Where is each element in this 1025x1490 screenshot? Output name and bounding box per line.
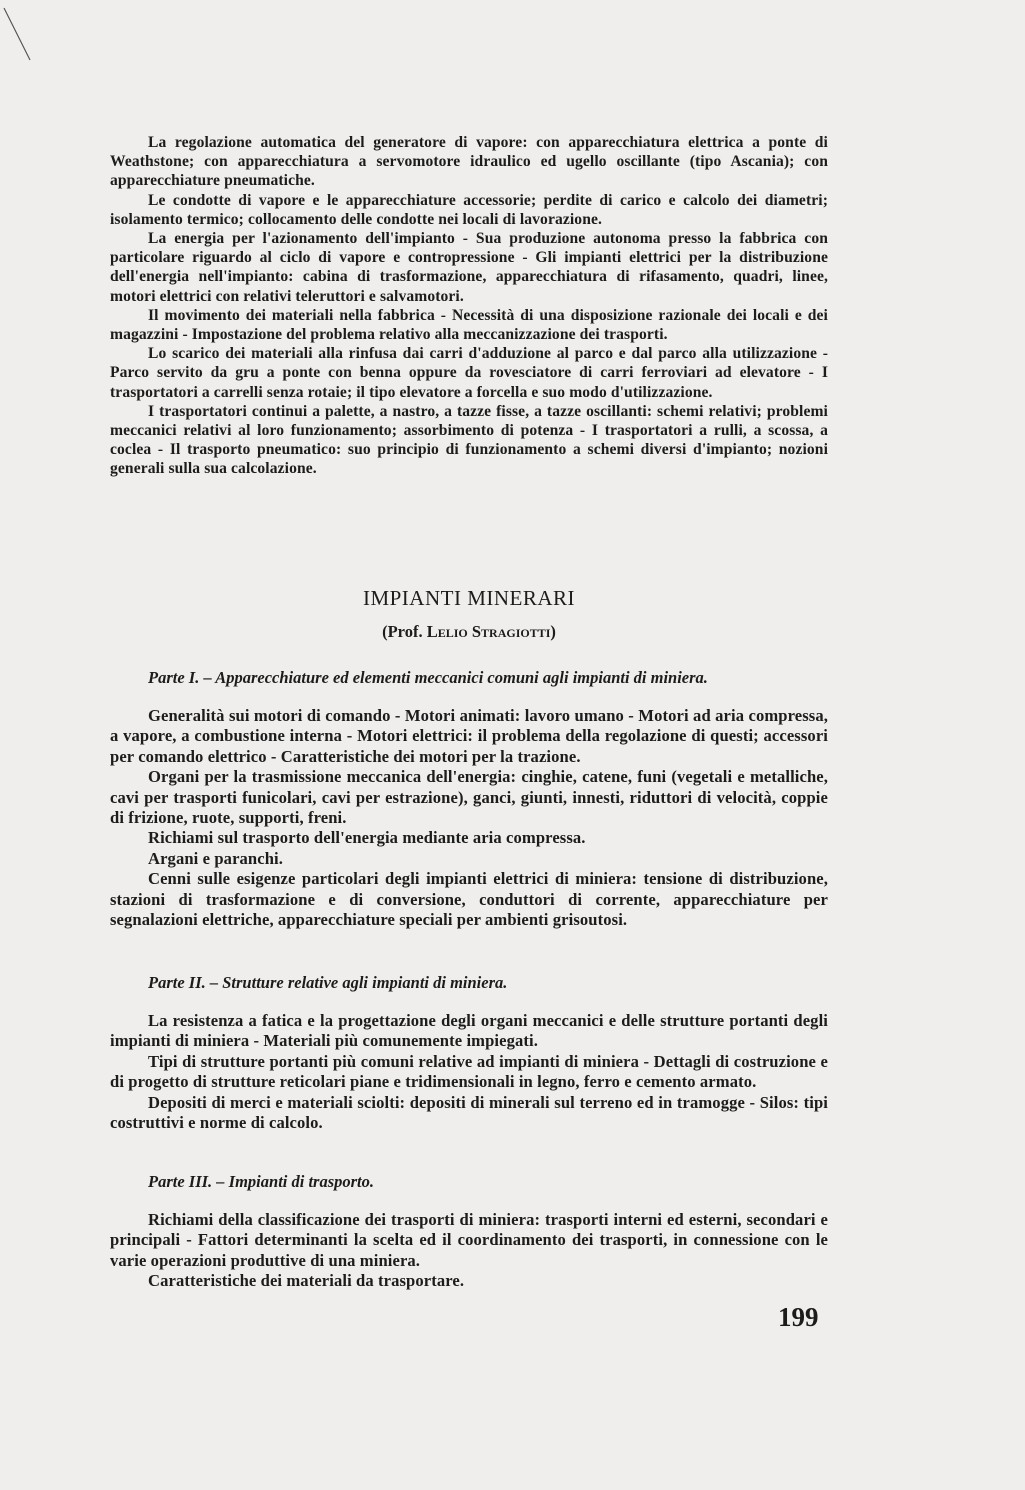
paragraph: Generalità sui motori di comando - Motori animati: lavoro umano - Motori ad aria compressa, a vapore, a combustione interna - Motori elettrici: il problema della regolazione di questi; accessori per comando elettrico - Caratteristiche dei motori per la trazione. <box>110 706 828 766</box>
part-heading <box>148 973 828 993</box>
paragraph: La regolazione automatica del generatore di vapore: con apparecchiatura elettrica a ponte di Weathstone; con apparecchiatura a servomotore idraulico ed ugello oscillante (tipo Ascania); con apparecchiature pneumatiche. <box>110 134 828 190</box>
paragraph: La energia per l'azionamento dell'impianto - Sua produzione autonoma presso la fabbrica con particolare riguardo al ciclo di vapore e contropressione - Gli impianti elettrici per la distribuzione dell'energia nell'impianto: cabina di trasformazione, apparecchiatura di rifasamento, quadri, linee, motori elettrici con relativi teleruttori e salvamotori. <box>110 230 828 305</box>
author-suffix: ) <box>550 622 556 641</box>
paragraph: Le condotte di vapore e le apparecchiature accessorie; perdite di carico e calcolo dei diametri; isolamento termico; collocamento delle condotte nei locali di lavorazione. <box>110 191 828 228</box>
paragraph: Richiami sul trasporto dell'energia mediante aria compressa. <box>148 828 586 848</box>
author-prefix: (Prof. <box>382 622 423 641</box>
part-3 <box>110 1172 828 1292</box>
part-label: Parte III. <box>148 1172 213 1191</box>
paragraph: Argani e paranchi. <box>148 848 284 868</box>
paragraph: Caratteristiche dei materiali da trasportare. <box>148 1271 465 1291</box>
paragraph: Il movimento dei materiali nella fabbrica - Necessità di una disposizione razionale dei locali e dei magazzini - Impostazione del problema relativo alla meccanizzazione dei trasporti. <box>110 306 828 344</box>
paragraph: La resistenza a fatica e la progettazione degli organi meccanici e delle strutture portanti degli impianti di miniera - Materiali più comunemente impiegati. <box>110 1011 828 1051</box>
part-2 <box>110 973 828 1133</box>
part-title: – Apparecchiature ed elementi meccanici comuni agli impianti di miniera. <box>203 668 708 687</box>
part-label: Parte I. <box>148 668 200 687</box>
paragraph: Cenni sulle esigenze particolari degli impianti elettrici di miniera: tensione di distribuzione, stazioni di trasformazione e di conversione, conduttori di corrente, apparecchiature per segnalazioni elettriche, apparecchiature speciali per ambienti grisoutosi. <box>110 869 828 930</box>
paragraph: Organi per la trasmissione meccanica dell'energia: cinghie, catene, funi (vegetali e metalliche, cavi per trasporti funicolari, cavi per estrazione), ganci, giunti, innesti, riduttori di velocità, coppie di frizione, ruote, supporti, freni. <box>110 767 828 828</box>
section-title: IMPIANTI MINERARI <box>362 586 576 610</box>
page-number: 199 <box>778 1302 819 1332</box>
paragraph: Lo scarico dei materiali alla rinfusa dai carri d'adduzione al parco e dal parco alla utilizzazione - Parco servito da gru a ponte con benna oppure da rovesciatore di carri ferroviari ad elevatore - I trasportatori a carrelli senza rotaie; il tipo elevatore a forcella e suo modo d'utilizzazione. <box>110 345 828 401</box>
part-label: Parte II. <box>148 973 206 992</box>
author-line <box>110 622 828 642</box>
part-1 <box>110 668 828 930</box>
part-title: – Impianti di trasporto. <box>216 1172 374 1191</box>
intro-text <box>110 133 828 479</box>
author-name: Lelio Stragiotti <box>426 622 551 641</box>
part-heading <box>148 1172 828 1192</box>
part-heading <box>148 668 828 688</box>
paragraph: I trasportatori continui a palette, a nastro, a tazze fisse, a tazze oscillanti: schemi relativi; problemi meccanici relativi al loro funzionamento; assorbimento di potenza - I trasportatori a rulli, a scossa, a coclea - Il trasporto pneumatico: suo principio di funzionamento a schemi diversi d'impianto; nozioni generali sulla sua calcolazione. <box>110 402 828 478</box>
paragraph: Tipi di strutture portanti più comuni relative ad impianti di miniera - Dettagli di costruzione e di progetto di strutture reticolari piane e tridimensionali in legno, ferro e cemento armato. <box>110 1051 828 1092</box>
scan-mark <box>0 0 40 70</box>
part-title: – Strutture relative agli impianti di miniera. <box>209 973 508 992</box>
paragraph: Depositi di merci e materiali sciolti: depositi di minerali sul terreno ed in tramogge - Silos: tipi costruttivi e norme di calcolo. <box>110 1092 828 1133</box>
paragraph: Richiami della classificazione dei trasporti di miniera: trasporti interni ed esterni, secondari e principali - Fattori determinanti la scelta ed il coordinamento dei trasporti, in connessione con le varie operazioni produttive di una miniera. <box>110 1210 828 1270</box>
